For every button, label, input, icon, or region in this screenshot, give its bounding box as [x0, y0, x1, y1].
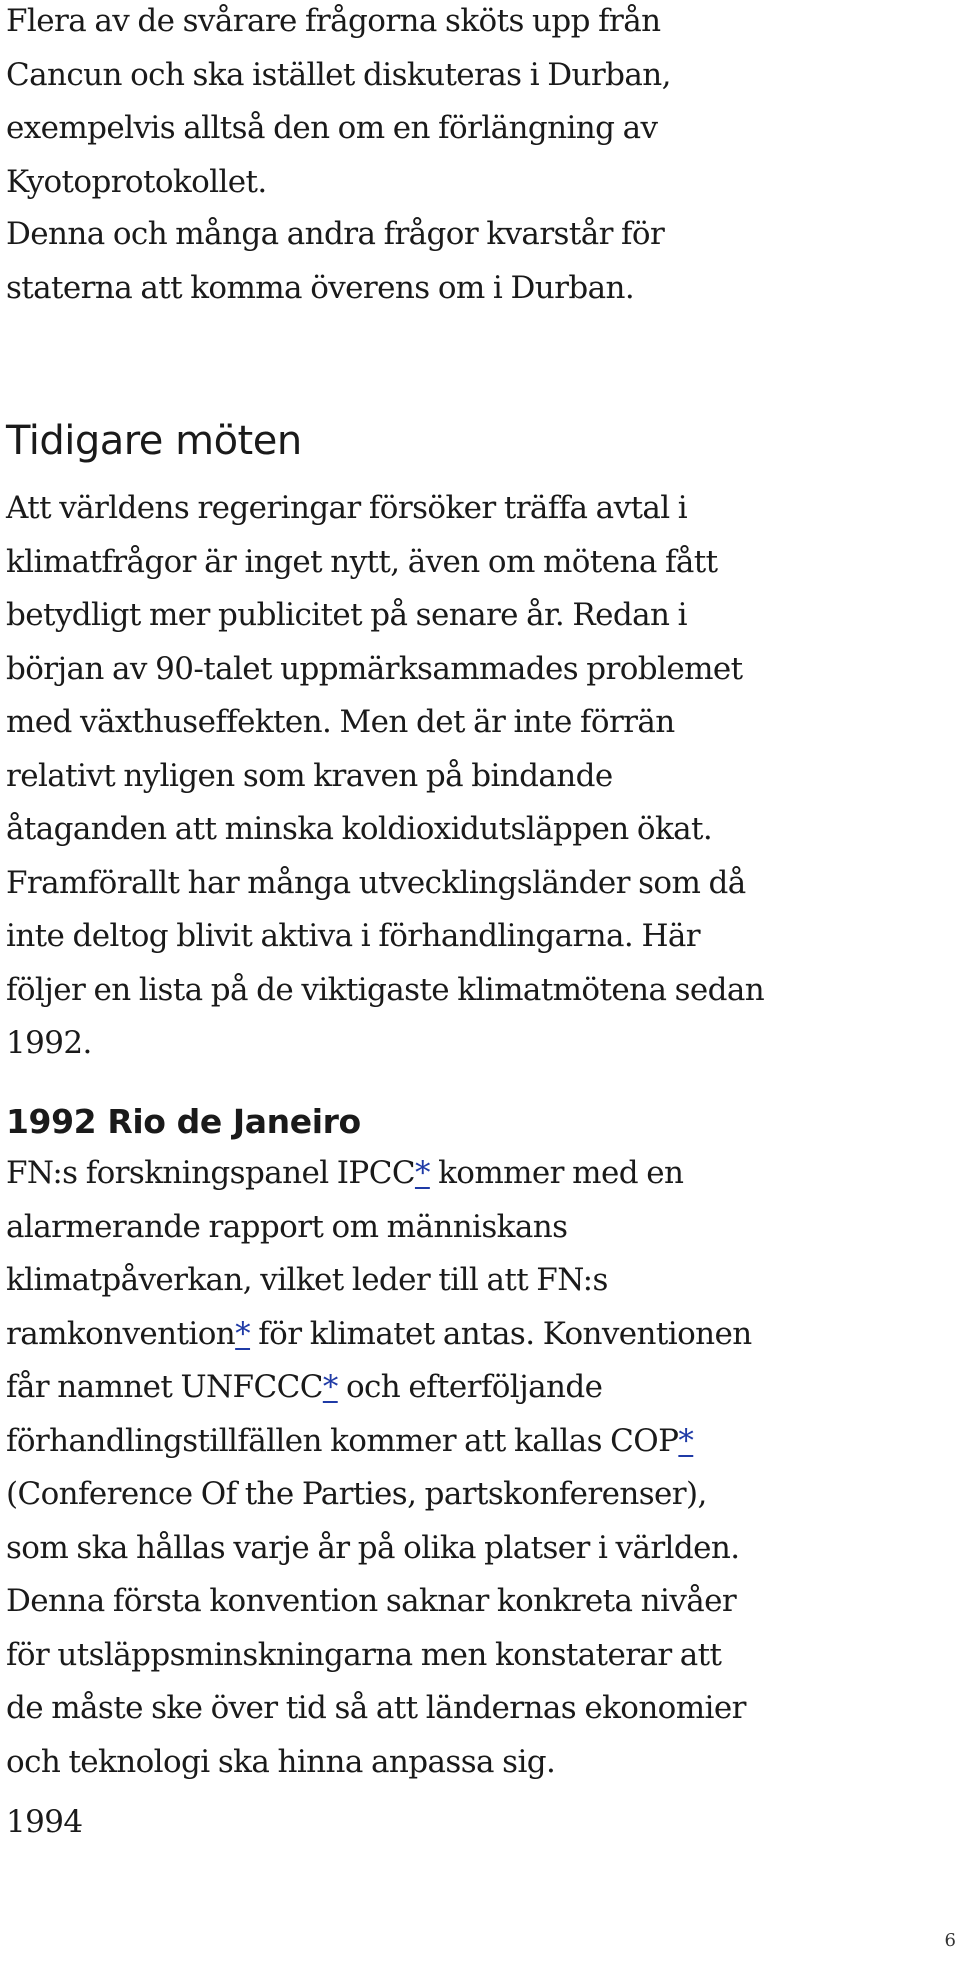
paragraph-1992-rio [6, 1147, 766, 1789]
footnote-link-unfccc[interactable]: * [322, 1369, 338, 1405]
footnote-link-ramkonvention[interactable]: * [235, 1315, 251, 1352]
footnote-link-ipcc[interactable]: * [414, 1155, 430, 1191]
text-segment: (Conference Of the Parties, partskonferenser), som ska hållas varje år på olika platser i världen. Denna första konvention saknar konkreta nivåer för utsläppsminskningarna men konstaterar att de måste ske över tid så att ländernas ekonomier och teknologi ska hinna anpassa sig. [6, 1476, 746, 1780]
text-segment: och efterföljande förhandlingstillfällen kommer att kallas COP [6, 1369, 679, 1459]
page-number: 6 [944, 1930, 956, 1951]
section-heading-tidigare-moten: Tidigare möten [6, 418, 302, 464]
paragraph-durban: Denna och många andra frågor kvarstår för staterna att komma överens om i Durban. [6, 216, 665, 306]
text-segment: FN:s forskningspanel IPCC [6, 1155, 415, 1191]
paragraph-cancun: Flera av de svårare frågorna sköts upp från Cancun och ska istället diskuteras i Durban, exempelvis alltså den om en förlängning av Kyotoprotokollet. [6, 3, 671, 200]
heading-1994: 1994 [6, 1804, 83, 1840]
text-segment: kommer med en alarmerande rapport om människans klimatpåverkan, vilket leder till att FN:s ramkonvention [6, 1155, 684, 1352]
text-segment: för klimatet antas. Konventionen får namnet UNFCCC [6, 1315, 752, 1405]
footnote-link-cop[interactable]: * [678, 1422, 694, 1459]
heading-1992-rio: 1992 Rio de Janeiro [6, 1102, 361, 1141]
paragraph-tidigare-moten: Att världens regeringar försöker träffa avtal i klimatfrågor är inget nytt, även om mötena fått betydligt mer publicitet på senare år. Redan i början av 90-talet uppmärksammades problemet med växthuseffekten. Men det är inte förrän relativt nyligen som kraven på bindande åtaganden att minska koldioxidutsläppen ökat. Framförallt har många utvecklingsländer som då inte deltog blivit aktiva i förhandlingarna. Här följer en lista på de viktigaste klimatmötena sedan 1992. [6, 490, 765, 1061]
